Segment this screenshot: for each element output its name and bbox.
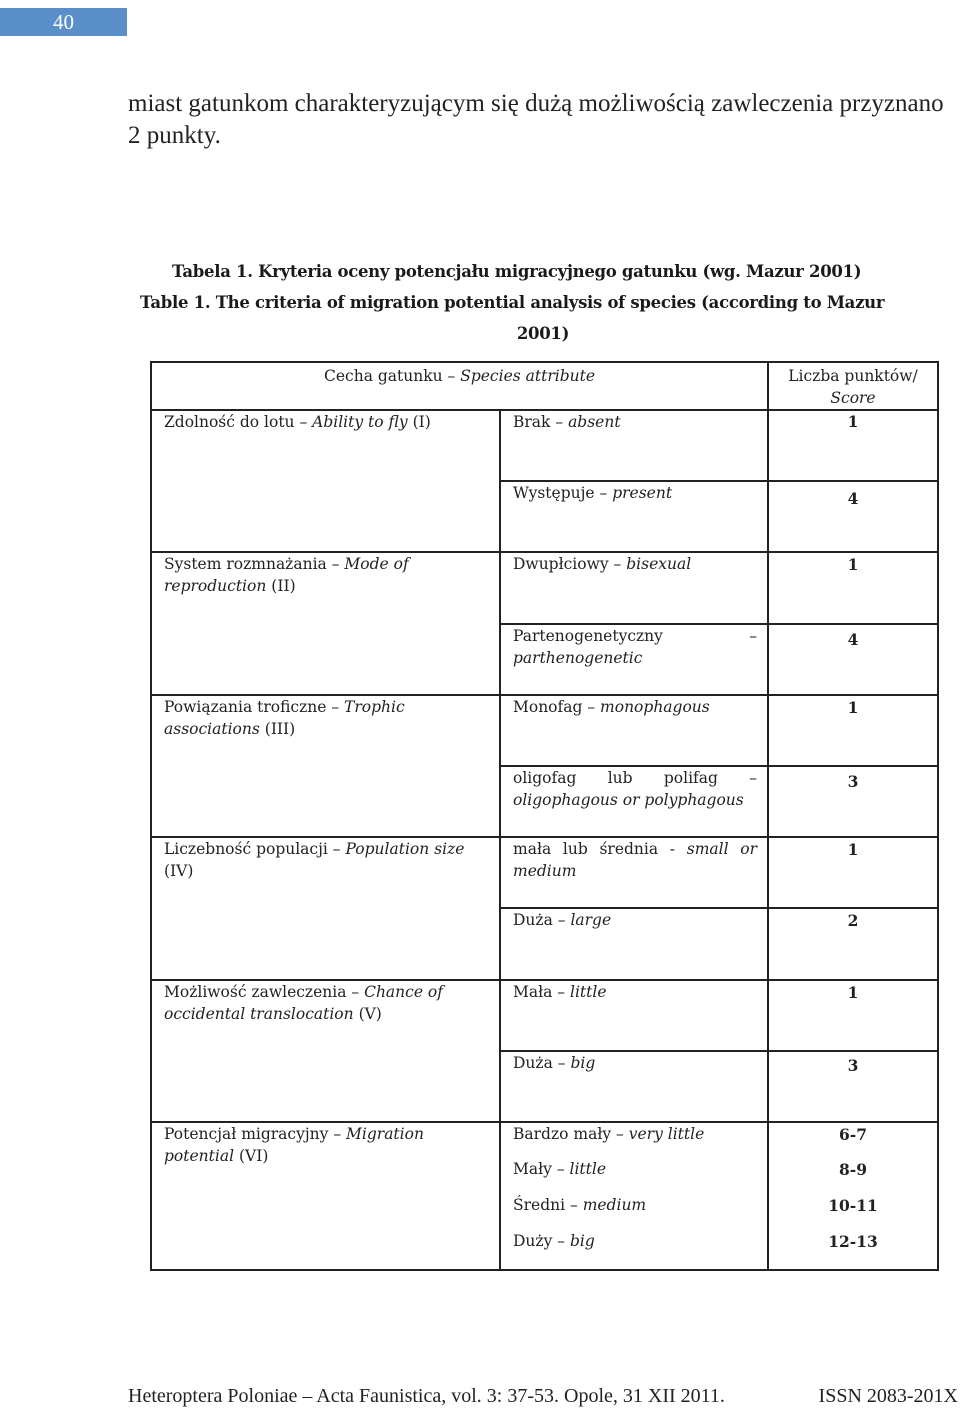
value-pl: Mała – — [513, 983, 566, 1001]
page-footer — [128, 1385, 960, 1408]
table-header-row — [151, 362, 938, 410]
score-cell: 12-13 — [768, 1230, 938, 1270]
score-cell: 1 — [768, 552, 938, 624]
group-name-pl: Liczebność populacji – — [164, 840, 341, 858]
value-cell — [500, 766, 768, 837]
caption-english-line2: 2001) — [516, 324, 570, 343]
value-cell — [500, 980, 768, 1051]
value-cell — [500, 552, 768, 624]
value-pl: Bardzo mały – — [513, 1125, 624, 1143]
group-roman: (III) — [264, 720, 296, 738]
group-name-cell — [151, 1122, 500, 1270]
value-en: oligophagous or polyphagous — [513, 791, 744, 809]
value-en: big — [570, 1054, 596, 1072]
group-roman: (VI) — [238, 1147, 269, 1165]
group-name-cell — [151, 695, 500, 837]
group-roman: (IV) — [164, 862, 194, 880]
value-cell — [500, 908, 768, 980]
value-pl: Występuje – — [513, 484, 608, 502]
group-name-cell — [151, 980, 500, 1122]
table-row — [151, 1122, 938, 1158]
group-name-pl: Powiązania troficzne – — [164, 698, 340, 716]
group-name-pl: System rozmnażania – — [164, 555, 340, 573]
score-cell: 1 — [768, 695, 938, 766]
score-cell: 1 — [768, 837, 938, 908]
score-cell: 1 — [768, 410, 938, 481]
group-name-pl: Zdolność do lotu – — [164, 413, 308, 431]
header-attribute-pl: Cecha gatunku – — [324, 367, 456, 385]
score-cell: 4 — [768, 624, 938, 695]
value-en: parthenogenetic — [513, 649, 643, 667]
group-name-en: Chance of occidental translocation — [164, 983, 443, 1023]
group-name-en: Migration potential — [164, 1125, 424, 1165]
caption-polish: Tabela 1. Kryteria oceny potencjału migracyjnego gatunku (wg. Mazur 2001) — [172, 262, 862, 281]
score-cell: 2 — [768, 908, 938, 980]
value-pl: oligofag lub polifag – — [513, 769, 757, 787]
value-cell — [500, 624, 768, 695]
header-score-en: Score — [830, 389, 876, 407]
header-attribute-en: Species attribute — [460, 367, 595, 385]
table-row — [151, 552, 938, 624]
value-pl: Mały – — [513, 1160, 565, 1178]
score-cell: 1 — [768, 980, 938, 1051]
group-name-cell — [151, 552, 500, 695]
group-name-cell — [151, 410, 500, 552]
value-pl: Duża – — [513, 1054, 566, 1072]
table-row — [151, 837, 938, 908]
group-roman: (II) — [271, 577, 296, 595]
value-en: little — [569, 1160, 607, 1178]
table-row — [151, 410, 938, 481]
score-cell: 8-9 — [768, 1158, 938, 1194]
value-en: little — [570, 983, 607, 1001]
footer-issn: ISSN 2083-201X — [818, 1385, 958, 1407]
value-pl: Partenogenetyczny – — [513, 627, 757, 645]
table-row — [151, 980, 938, 1051]
value-en: large — [570, 911, 612, 929]
value-cell — [500, 481, 768, 552]
page-number: 40 — [0, 8, 127, 36]
value-pl: Duża – — [513, 911, 566, 929]
value-en: present — [612, 484, 673, 502]
score-cell: 6-7 — [768, 1122, 938, 1158]
criteria-table — [150, 361, 939, 1271]
table-row — [151, 695, 938, 766]
caption-english-line1: Table 1. The criteria of migration potential analysis of species (according to Mazur — [140, 293, 885, 312]
group-name-en: Ability to fly — [312, 413, 408, 431]
group-name-en: Trophic associations — [164, 698, 405, 738]
value-pl: Brak – — [513, 413, 564, 431]
value-cell — [500, 1122, 768, 1158]
group-name-pl: Możliwość zawleczenia – — [164, 983, 360, 1001]
value-en: absent — [568, 413, 621, 431]
value-en: bisexual — [626, 555, 692, 573]
value-cell — [500, 1051, 768, 1122]
score-cell: 4 — [768, 481, 938, 552]
group-roman: (I) — [412, 413, 431, 431]
value-cell — [500, 410, 768, 481]
value-cell — [500, 1158, 768, 1194]
value-pl: Dwupłciowy – — [513, 555, 622, 573]
value-cell — [500, 695, 768, 766]
value-pl: Duży – — [513, 1232, 566, 1250]
group-name-en: Population size — [345, 840, 465, 858]
value-pl: mała lub średnia - — [513, 840, 676, 858]
group-name-en: Mode of reproduction — [164, 555, 409, 595]
footer-citation: Heteroptera Poloniae – Acta Faunistica, vol. 3: 37-53. Opole, 31 XII 2011. — [128, 1385, 725, 1407]
value-pl: Monofag – — [513, 698, 596, 716]
header-score-cell — [768, 362, 938, 410]
header-score-pl: Liczba punktów/ — [788, 367, 918, 385]
value-cell — [500, 837, 768, 908]
value-pl: Średni – — [513, 1196, 578, 1214]
score-cell: 10-11 — [768, 1194, 938, 1230]
score-cell: 3 — [768, 1051, 938, 1122]
score-cell: 3 — [768, 766, 938, 837]
group-name-cell — [151, 837, 500, 980]
value-cell — [500, 1230, 768, 1270]
value-en: big — [569, 1232, 595, 1250]
group-name-pl: Potencjał migracyjny – — [164, 1125, 342, 1143]
value-en: medium — [582, 1196, 647, 1214]
value-en: very little — [628, 1125, 705, 1143]
intro-paragraph: miast gatunkom charakteryzującym się dużą możliwością zawleczenia przyznano 2 punkty. — [128, 90, 944, 149]
value-cell — [500, 1194, 768, 1230]
group-roman: (V) — [358, 1005, 382, 1023]
value-en: small or medium — [513, 840, 757, 880]
value-en: monophagous — [600, 698, 710, 716]
header-attribute-cell — [151, 362, 768, 410]
